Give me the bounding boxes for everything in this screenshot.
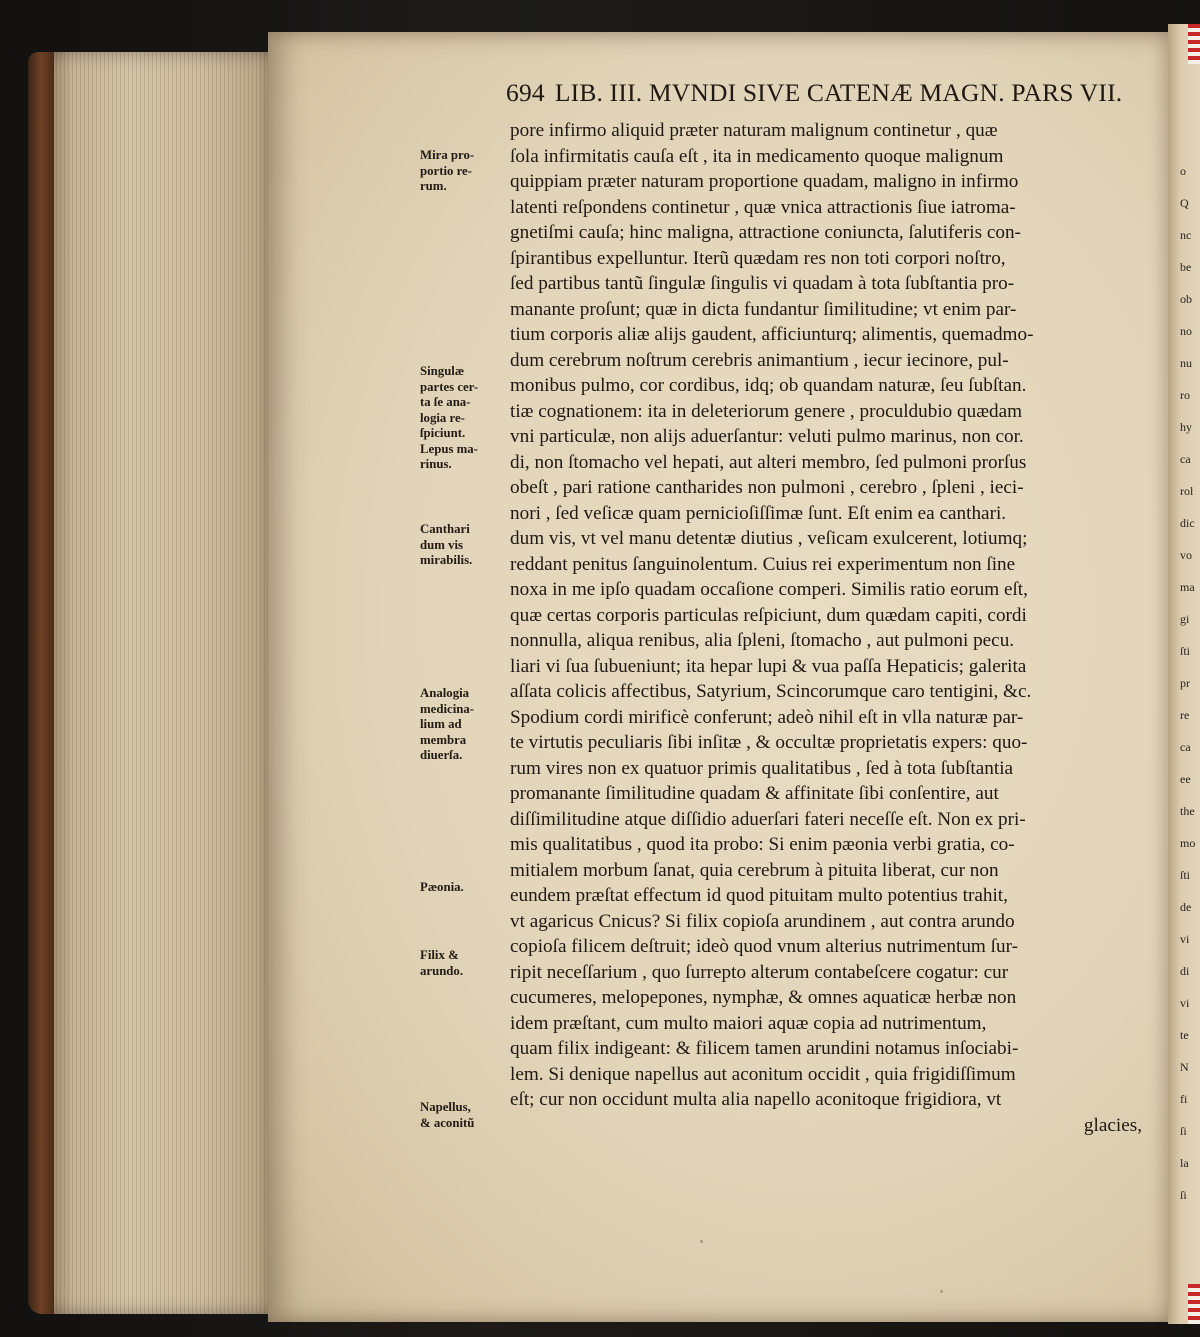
text-line: rum vires non ex quatuor primis qualitatibus , ſed à tota ſubſtantia: [510, 757, 1014, 779]
marginal-note-line: Pæonia.: [420, 880, 464, 894]
facing-page-fragment: ro: [1180, 388, 1190, 402]
text-line: nori , ſed veſicæ quam pernicioſiſſimæ ſunt. Eſt enim ea canthari.: [510, 502, 1007, 524]
text-line: gnetiſmi cauſa; hinc maligna, attractione coniuncta, ſalutiferis con-: [510, 222, 1021, 243]
facing-page-fragment: di: [1180, 964, 1190, 978]
page-header: [506, 78, 1156, 118]
facing-page-fragment: nu: [1180, 356, 1192, 370]
text-line: di, non ſtomacho vel hepati, aut alteri membro, ſed pulmoni prorſus: [510, 451, 1027, 473]
text-line: vni particulæ, non alijs aduerſantur: veluti pulmo marinus, non cor.: [510, 426, 1024, 447]
text-line: dum cerebrum noſtrum cerebris animantium , iecur iecinore, pul-: [510, 349, 1009, 371]
text-line: latenti reſpondens continetur , quæ vnica attractionis ſiue iatroma-: [510, 196, 1016, 218]
facing-page-fragment: Q: [1180, 196, 1189, 210]
facing-page-fragment: ſti: [1180, 868, 1191, 882]
facing-page-fragment: pr: [1180, 676, 1190, 690]
page-number: 694: [506, 78, 545, 107]
facing-page-fragment: ſti: [1180, 644, 1191, 658]
marginal-note-line: mirabilis.: [420, 553, 473, 567]
text-line: tium corporis aliæ alijs gaudent, afficiunturq; alimentis, quemadmo-: [510, 324, 1034, 345]
text-line: ſpirantibus expelluntur. Iterũ quædam res non toti corpori noſtro,: [510, 247, 1006, 269]
facing-page-fragment: the: [1180, 804, 1195, 818]
text-line: ſed partibus tantũ ſingulæ ſingulis vi quadam à tota ſubſtantia pro-: [510, 273, 1015, 294]
text-line: reddant penitus ſanguinolentum. Cuius rei experimentum non ſine: [510, 553, 1016, 575]
marginal-note-line: membra: [420, 732, 467, 747]
marginal-note: [420, 1100, 506, 1131]
facing-page-fragment: dic: [1180, 516, 1195, 530]
marginal-note-line: lium ad: [420, 717, 462, 731]
marginal-note-line: dum vis: [420, 537, 464, 552]
marginal-note: [420, 148, 506, 195]
facing-page-edge: [1168, 24, 1200, 1324]
text-line: eſt; cur non occidunt multa alia napello aconitoque frigidiora, vt: [510, 1089, 1002, 1110]
marginal-note-line: rinus.: [420, 457, 452, 471]
text-line: ripit neceſſarium , quo ſurrepto alterum contabeſcere cogatur: cur: [510, 961, 1009, 983]
facing-page-fragment: fi: [1180, 1092, 1188, 1106]
text-line: Spodium cordi mirificè conferunt; adeò nihil eſt in vlla naturæ par-: [510, 706, 1024, 728]
book-binding: [28, 52, 54, 1314]
marginal-note-line: Canthari: [420, 522, 470, 536]
marginal-note-line: diuerſa.: [420, 748, 463, 762]
text-line: idem præſtant, cum multo maiori aquæ copia ad nutrimentum,: [510, 1012, 987, 1034]
marginal-note: [420, 522, 506, 569]
body-text: [510, 118, 1150, 1138]
facing-page-fragment: vo: [1180, 548, 1192, 562]
facing-page-fragment: vi: [1180, 996, 1190, 1010]
facing-page-fragment: de: [1180, 900, 1192, 914]
marginal-note-line: Lepus ma-: [420, 441, 478, 456]
text-line: diſſimilitudine atque diſſidio aduerſari fateri neceſſe eſt. Non ex pri-: [510, 808, 1026, 830]
facing-page-fragment: rol: [1180, 484, 1194, 498]
marginal-note-line: rum.: [420, 179, 447, 193]
facing-page-fragment: te: [1180, 1028, 1189, 1042]
paper-speck: [940, 1290, 943, 1293]
facing-page-fragment: ca: [1180, 740, 1191, 754]
facing-page-fragment: no: [1180, 324, 1192, 338]
bookmark-ribbon-top: [1188, 24, 1200, 64]
marginal-note-line: ſpiciunt.: [420, 426, 466, 440]
text-line: mis qualitatibus , quod ita probo: Si enim pæonia verbi gratia, co-: [510, 834, 1015, 855]
marginal-note: [420, 880, 506, 896]
marginal-note-line: medicina-: [420, 701, 475, 716]
marginal-note-line: Napellus,: [420, 1100, 471, 1114]
catchword: glacies,: [1083, 1114, 1142, 1136]
text-line: monibus pulmo, cor cordibus, idq; ob quandam naturæ, ſeu ſubſtan.: [510, 375, 1027, 396]
facing-page-fragment: la: [1180, 1156, 1189, 1170]
marginal-note-line: partes cer-: [420, 379, 479, 394]
text-line: quam filix indigeant: & filicem tamen arundini notamus inſociabi-: [510, 1038, 1019, 1059]
marginal-note-line: logia re-: [420, 410, 465, 425]
bookmark-ribbon-bottom: [1188, 1284, 1200, 1324]
facing-page-fragment: ca: [1180, 452, 1191, 466]
marginal-note-line: arundo.: [420, 963, 464, 978]
text-line: cucumeres, melopepones, nymphæ, & omnes aquaticæ herbæ non: [510, 987, 1017, 1008]
facing-page-fragment: be: [1180, 260, 1192, 274]
facing-page-fragment: mo: [1180, 836, 1196, 850]
facing-page-fragment: ſi: [1180, 1124, 1187, 1138]
text-line: ſola infirmitatis cauſa eſt , ita in medicamento quoque malignum: [510, 145, 1004, 167]
text-line: dum vis, vt vel manu detentæ diutius , veſicam exulcerent, lotiumq;: [510, 528, 1028, 549]
text-line: manante proſunt; quæ in dicta fundantur ſimilitudine; vt enim par-: [510, 298, 1017, 320]
marginal-note-line: Singulæ: [420, 364, 465, 378]
facing-page-fragment: N: [1180, 1060, 1189, 1074]
facing-page-fragment: re: [1180, 708, 1190, 722]
text-line: eundem præſtat effectum id quod pituitam multo potentius trahit,: [510, 885, 1008, 906]
text-line: noxa in me ipſo quadam occaſione comperi. Similis ratio eorum eſt,: [510, 579, 1028, 600]
marginal-note: [420, 948, 506, 979]
marginal-note: [420, 686, 506, 764]
book-page-edges: [28, 52, 276, 1314]
facing-page-fragment: ma: [1180, 580, 1195, 594]
marginal-note: [420, 364, 506, 473]
facing-page-fragment: o: [1180, 164, 1186, 178]
text-line: lem. Si denique napellus aut aconitum occidit , quia frigidiſſimum: [510, 1063, 1016, 1085]
text-line: copioſa filicem deſtruit; ideò quod vnum alterius nutrimentum ſur-: [510, 936, 1018, 957]
marginal-note-line: & aconitũ: [420, 1115, 475, 1130]
text-line: liari vi ſua ſubueniunt; ita hepar lupi & vua paſſa Hepaticis; galerita: [510, 655, 1027, 677]
text-line: mitialem morbum ſanat, quia cerebrum à pituita liberat, cur non: [510, 859, 999, 881]
marginal-note-line: portio re-: [420, 163, 472, 178]
facing-page-fragment: hy: [1180, 420, 1192, 434]
facing-page-fragment: nc: [1180, 228, 1192, 242]
marginal-note-line: Mira pro-: [420, 148, 475, 162]
marginal-note-line: Filix &: [420, 948, 459, 962]
marginal-note-line: ta ſe ana-: [420, 395, 471, 409]
text-line: nonnulla, aliqua renibus, alia ſpleni, ſtomacho , aut pulmoni pecu.: [510, 630, 1015, 651]
facing-page-fragment: ee: [1180, 772, 1191, 786]
text-line: tiæ cognationem: ita in deleteriorum genere , proculdubio quædam: [510, 400, 1023, 422]
text-line: promanante ſimilitudine quadam & affinitate ſibi conſentire, aut: [510, 783, 999, 804]
running-title: LIB. III. MVNDI SIVE CATENÆ MAGN. PARS VII.: [554, 78, 1123, 107]
text-line: te virtutis peculiaris ſibi inſitæ , & occultæ proprietatis expers: quo-: [510, 732, 1028, 753]
text-line: aſſata colicis affectibus, Satyrium, Scincorumque caro tentigini, &c.: [510, 681, 1032, 702]
text-line: quippiam præter naturam proportione quadam, maligno in infirmo: [510, 171, 1019, 192]
text-line: quæ certas corporis particulas reſpiciunt, dum quædam capiti, cordi: [510, 604, 1027, 626]
facing-page-fragment: gi: [1180, 612, 1190, 626]
paper-speck: [700, 1240, 703, 1243]
text-line: vt agaricus Cnicus? Si filix copioſa arundinem , aut contra arundo: [510, 910, 1015, 932]
marginal-note-line: Analogia: [420, 686, 470, 700]
text-line: obeſt , pari ratione cantharides non pulmoni , cerebro , ſpleni , ieci-: [510, 477, 1024, 498]
facing-page-fragment: ſi: [1180, 1188, 1187, 1202]
facing-page-fragment: vi: [1180, 932, 1190, 946]
facing-page-fragment: ob: [1180, 292, 1192, 306]
text-line: pore infirmo aliquid præter naturam malignum continetur , quæ: [510, 120, 998, 141]
